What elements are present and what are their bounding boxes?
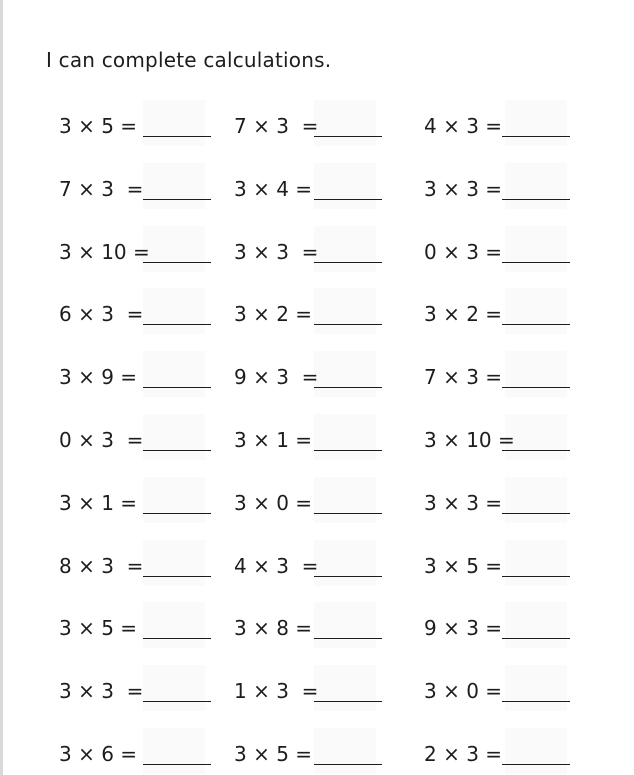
problem-item: [0, 491, 634, 521]
problem-item: [0, 177, 634, 207]
problem-item: [0, 742, 634, 772]
calculation-text: 3 × 8 =: [234, 616, 313, 641]
calculation-text: 3 × 3 =: [424, 490, 503, 515]
answer-line[interactable]: [502, 701, 570, 702]
problem-item: [0, 679, 634, 709]
calculation-text: 3 × 6 =: [59, 742, 138, 766]
calculation-text: 3 × 10 =: [59, 239, 150, 264]
answer-box[interactable]: [505, 226, 567, 272]
calculation-text: 3 × 3 =: [59, 679, 144, 704]
calculation-text: 3 × 3 =: [234, 239, 319, 264]
calculation-text: 3 × 2 =: [424, 302, 503, 327]
answer-line[interactable]: [502, 199, 570, 200]
problem-item: [0, 114, 634, 144]
calculation-text: 3 × 5 =: [59, 616, 138, 641]
calculation-text: 0 × 3 =: [59, 428, 144, 452]
answer-box[interactable]: [505, 477, 567, 523]
calculation-text: 3 × 1 =: [59, 490, 138, 515]
answer-line[interactable]: [502, 450, 570, 451]
problem-item: [0, 302, 634, 332]
answer-line[interactable]: [502, 513, 570, 514]
calculation-text: 7 × 3 =: [234, 114, 319, 138]
calculation-text: 3 × 0 =: [234, 490, 313, 515]
calculation-text: 9 × 3 =: [234, 365, 319, 390]
answer-box[interactable]: [505, 665, 567, 711]
answer-line[interactable]: [502, 638, 570, 639]
answer-box[interactable]: [505, 728, 567, 774]
calculation-text: 3 × 0 =: [424, 679, 503, 704]
answer-line[interactable]: [502, 324, 570, 325]
calculation-text: 4 × 3 =: [424, 114, 503, 138]
answer-box[interactable]: [505, 602, 567, 648]
calculation-text: 3 × 5 =: [59, 114, 138, 138]
calculation-text: 1 × 3 =: [234, 679, 319, 704]
calculation-text: 9 × 3 =: [424, 616, 503, 641]
calculation-text: 7 × 3 =: [59, 176, 144, 201]
answer-box[interactable]: [505, 100, 567, 146]
calculation-text: 3 × 9 =: [59, 365, 138, 390]
answer-box[interactable]: [505, 163, 567, 209]
answer-line[interactable]: [502, 262, 570, 263]
problem-item: [0, 554, 634, 584]
calculation-text: 2 × 3 =: [424, 742, 503, 766]
problem-item: [0, 240, 634, 270]
calculation-text: 3 × 2 =: [234, 302, 313, 327]
problem-item: [0, 365, 634, 395]
calculation-text: 3 × 10 =: [424, 428, 515, 452]
answer-line[interactable]: [502, 576, 570, 577]
calculation-text: 3 × 5 =: [234, 742, 313, 766]
problem-item: [0, 616, 634, 646]
problem-item: [0, 428, 634, 458]
calculation-text: 3 × 1 =: [234, 428, 313, 452]
calculation-text: 6 × 3 =: [59, 302, 144, 327]
calculation-text: 0 × 3 =: [424, 239, 503, 264]
calculation-text: 3 × 4 =: [234, 176, 313, 201]
answer-line[interactable]: [502, 764, 570, 765]
calculation-text: 3 × 3 =: [424, 176, 503, 201]
answer-box[interactable]: [505, 351, 567, 397]
calculation-text: 7 × 3 =: [424, 365, 503, 390]
answer-line[interactable]: [502, 136, 570, 137]
answer-box[interactable]: [505, 540, 567, 586]
calculation-text: 8 × 3 =: [59, 553, 144, 578]
answer-box[interactable]: [505, 288, 567, 334]
calculation-text: 4 × 3 =: [234, 553, 319, 578]
calculation-text: 3 × 5 =: [424, 553, 503, 578]
answer-line[interactable]: [502, 387, 570, 388]
worksheet-title: I can complete calculations.: [46, 48, 332, 72]
